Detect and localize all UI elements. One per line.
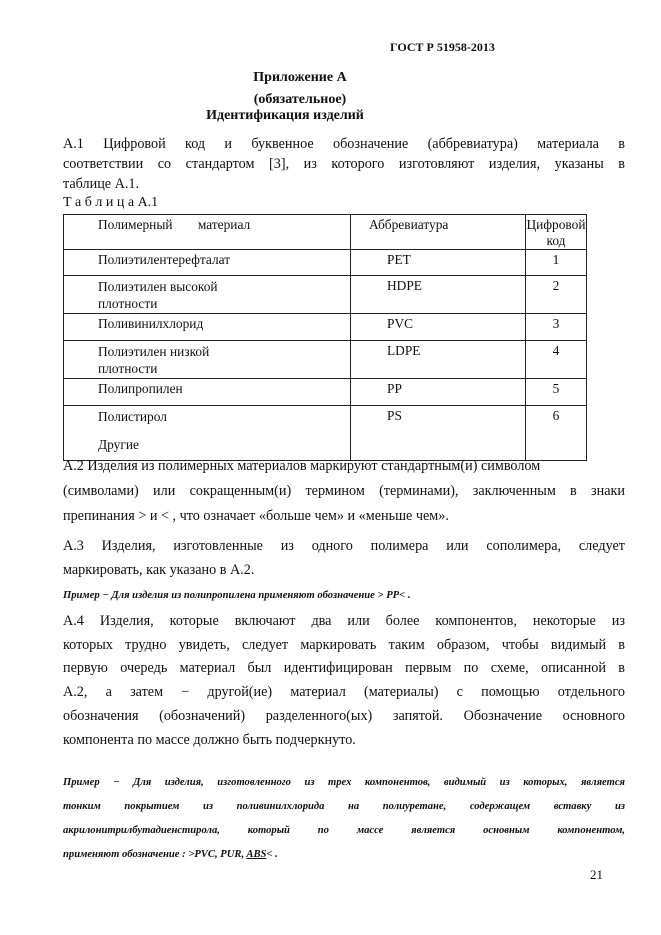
table-row [64,276,587,314]
materials-table [63,214,587,461]
cell-code: 2 [526,276,587,314]
header-abbreviation: Аббревиатура [351,215,526,250]
table-row [64,406,587,461]
appendix-title: Приложение А [253,70,347,85]
page-number: 21 [590,867,603,882]
standard-number: ГОСТ Р 51958-2013 [390,40,495,54]
cell-material: Полиэтилен высокой плотности [64,276,351,314]
cell-material: Полипропилен [64,379,351,406]
cell-material: Полиэтилентерефталат [64,250,351,276]
cell-code: 4 [526,341,587,379]
cell-abbr: PP [351,379,526,406]
cell-abbr: HDPE [351,276,526,314]
cell-code: 3 [526,314,587,341]
paragraph-a3: А.3 Изделия, изготовленные из одного полимера или сополимера, следует маркировать, как указано в А.2. [63,538,625,578]
table-row [64,314,587,341]
cell-abbr: PVC [351,314,526,341]
table-row [64,250,587,276]
paragraph-a2: А.2 Изделия из полимерных материалов маркируют стандартным(и) символом (символами) или сокращенным(и) термином (терминами), заключенным в знаки препинания > и < , что означает «больше чем» и «меньше чем». [63,458,625,524]
table-row [64,379,587,406]
cell-abbr: LDPE [351,341,526,379]
table-row [64,341,587,379]
paragraph-a1: А.1 Цифровой код и буквенное обозначение (аббревиатура) материала в соответствии со стандартом [3], из которого изготовляют изделия, указаны в таблице А.1. [63,136,625,192]
main-component-abbr: ABS [246,849,267,860]
cell-material: Полистирол Другие [64,406,351,461]
example-note-1: Пример − Для изделия из полипропилена применяют обозначение > PP< . [63,590,411,601]
cell-code: 1 [526,250,587,276]
appendix-status: (обязательное) [253,92,347,107]
cell-material: Поливинилхлорид [64,314,351,341]
header-code: Цифровой код [526,215,587,250]
table-header-row [64,215,587,250]
cell-code: 6 [526,406,587,461]
paragraph-a4: А.4 Изделия, которые включают два или более компонентов, некоторые из которых трудно увидеть, следует маркировать таким образом, чтобы видимый в первую очередь материал был идентифицирован первым по схеме, описанной в А.2, а затем − другой(ие) материал (материалы) с помощью отдельного обозначения (обозначений) разделенного(ых) запятой. Обозначение основного компонента по массе должно быть подчеркнуто. [63,613,625,748]
appendix-subtitle: Идентификация изделий [206,108,364,123]
example-note-2: Пример − Для изделия, изготовленного из трех компонентов, видимый из которых, является тонким покрытием из поливинилхлорида на полиуретане, содержащем вставку из акрилонитрилбутадиенстирола, который по массе является основным компонентом, применяют обозначение : >PVC, PUR, ABS< . [63,777,625,860]
cell-code: 5 [526,379,587,406]
cell-material: Полиэтилен низкой плотности [64,341,351,379]
table-label: Т а б л и ц а А.1 [63,195,159,210]
cell-abbr: PET [351,250,526,276]
header-material: Полимерный материал [64,215,351,250]
cell-abbr: PS [351,406,526,461]
